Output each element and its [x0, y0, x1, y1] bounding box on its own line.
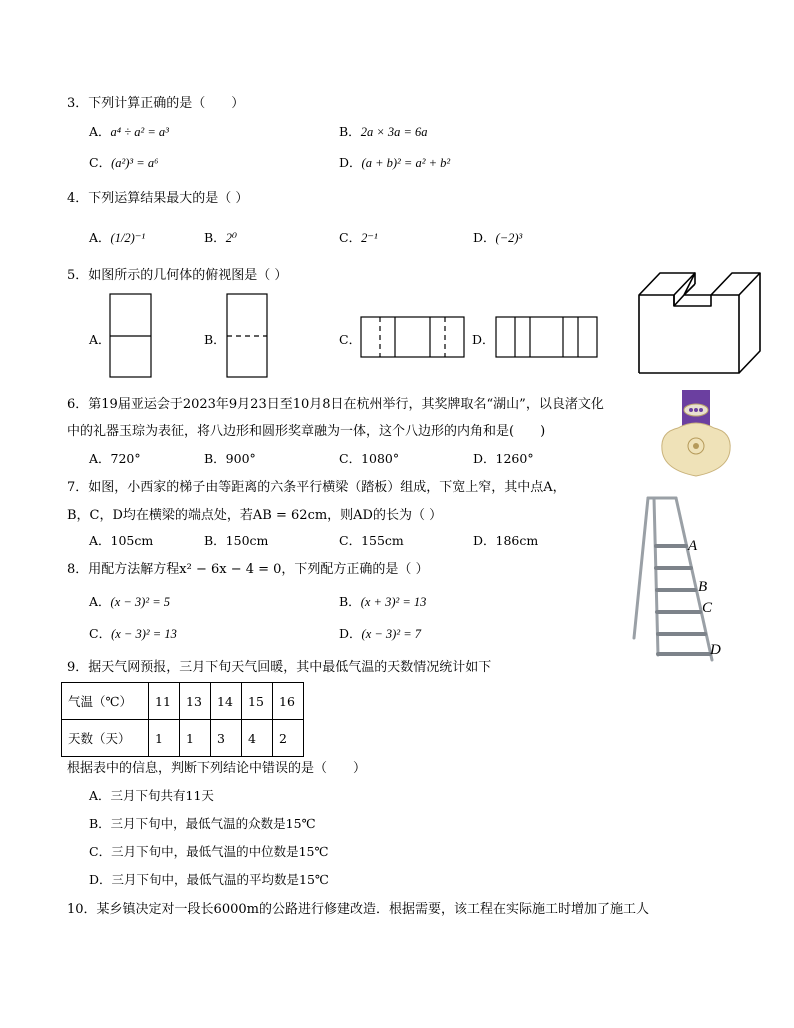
q7-line2: B，C，D均在横梁的端点处，若AB = 62cm，则AD的长为（ ） — [67, 508, 443, 523]
q6-line2: 中的礼器玉琮为表征，将八边形和圆形奖章融为一体，这个八边形的内角和是( ) — [67, 424, 546, 439]
q4-option-c-expr: 2⁻¹ — [361, 231, 378, 245]
q9-option-c: C．三月下旬中，最低气温的中位数是15℃ — [89, 844, 329, 859]
q9-after: 根据表中的信息，判断下列结论中错误的是（ ） — [67, 761, 367, 776]
q3-option-c-expr: (a²)³ = a⁶ — [111, 156, 159, 170]
medal-image — [656, 388, 736, 478]
q4-option-d-label: D． — [473, 230, 496, 245]
q4-option-d — [473, 228, 522, 246]
q10-line1: 10．某乡镇决定对一段长6000m的公路进行修建改造．根据需要，该工程在实际施工时增加了施工人 — [67, 902, 649, 917]
q8-option-d — [339, 624, 421, 642]
q8-option-b-label: B． — [339, 594, 361, 609]
q7-option-a: A．105cm — [89, 533, 154, 548]
q8-option-b-expr: (x + 3)² = 13 — [360, 595, 427, 609]
table-cell: 1 — [149, 720, 180, 757]
q3-option-c-label: C． — [89, 155, 112, 170]
q5-option-a-figure — [109, 293, 153, 379]
q4-option-a-label: A． — [89, 230, 111, 245]
table-cell: 2 — [273, 720, 304, 757]
q5-option-a-label: A． — [89, 332, 111, 347]
q3-option-b-label: B． — [339, 124, 361, 139]
q7-line1: 7．如图，小西家的梯子由等距离的六条平行横梁（踏板）组成，下宽上窄，其中点A， — [67, 480, 566, 495]
q6-option-d: D．1260° — [473, 451, 534, 466]
q5-stem: 5．如图所示的几何体的俯视图是（ ） — [67, 268, 288, 283]
q3-option-a-expr: a⁴ ÷ a² = a³ — [110, 125, 169, 139]
table-cell: 15 — [242, 683, 273, 720]
q3-option-a-label: A． — [89, 124, 111, 139]
q3-option-d-expr: (a + b)² = a² + b² — [361, 156, 451, 170]
q6-option-b: B．900° — [204, 451, 256, 466]
q9-option-a: A．三月下旬共有11天 — [89, 788, 214, 803]
ladder-label-b: B — [698, 579, 708, 595]
q4-option-a-expr: (1/2)⁻¹ — [110, 231, 146, 245]
q4-option-b — [204, 228, 237, 246]
q4-option-d-expr: (−2)³ — [495, 231, 523, 245]
q8-option-d-label: D． — [339, 626, 362, 641]
q3-option-c — [89, 153, 158, 171]
q5-option-b-label: B． — [204, 332, 226, 347]
q6-line1: 6．第19届亚运会于2023年9月23日至10月8日在杭州举行，其奖牌取名“湖山”，以良渚文化 — [67, 397, 604, 412]
q4-option-a — [89, 228, 145, 246]
q5-option-d-figure — [495, 316, 599, 358]
q7-option-d: D．186cm — [473, 533, 539, 548]
table-cell: 1 — [180, 720, 211, 757]
table-header-days: 天数（天） — [62, 720, 149, 757]
q8-option-d-expr: (x − 3)² = 7 — [361, 627, 422, 641]
q8-option-c-expr: (x − 3)² = 13 — [111, 627, 177, 641]
q4-option-c-label: C． — [339, 230, 362, 245]
table-header-temp: 气温（℃） — [62, 683, 149, 720]
q4-option-b-label: B． — [204, 230, 226, 245]
table-cell: 4 — [242, 720, 273, 757]
q5-option-d-label: D． — [472, 332, 495, 347]
q8-option-b — [339, 592, 426, 610]
q3-option-b — [339, 122, 428, 140]
table-row — [62, 683, 304, 720]
q8-option-a-expr: (x − 3)² = 5 — [110, 595, 171, 609]
table-cell: 14 — [211, 683, 242, 720]
q5-solid-figure — [636, 270, 764, 376]
table-cell: 3 — [211, 720, 242, 757]
q5-option-c-figure — [360, 316, 466, 358]
q5-option-c-label: C． — [339, 332, 362, 347]
table-cell: 13 — [180, 683, 211, 720]
q4-option-b-expr: 2⁰ — [225, 231, 237, 245]
q8-option-c — [89, 624, 177, 642]
temperature-table — [61, 682, 304, 757]
q8-stem: 8．用配方法解方程x² − 6x − 4 = 0，下列配方正确的是（ ） — [67, 562, 429, 577]
table-row — [62, 720, 304, 757]
q9-option-b: B．三月下旬中，最低气温的众数是15℃ — [89, 816, 316, 831]
q9-option-d: D．三月下旬中，最低气温的平均数是15℃ — [89, 872, 329, 887]
q8-option-a-label: A． — [89, 594, 111, 609]
q8-option-c-label: C． — [89, 626, 112, 641]
q5-option-b-figure — [226, 293, 270, 379]
q3-option-a — [89, 122, 169, 140]
q7-option-c: C．155cm — [339, 533, 404, 548]
q3-stem: 3．下列计算正确的是（ ） — [67, 96, 245, 111]
ladder-label-c: C — [702, 600, 713, 616]
q3-option-d-label: D． — [339, 155, 362, 170]
q3-option-d — [339, 153, 450, 171]
q6-option-a: A．720° — [89, 451, 141, 466]
q4-stem: 4．下列运算结果最大的是（ ） — [67, 191, 249, 206]
q8-option-a — [89, 592, 170, 610]
q3-option-b-expr: 2a × 3a = 6a — [360, 125, 428, 139]
q6-option-c: C．1080° — [339, 451, 400, 466]
q7-option-b: B．150cm — [204, 533, 269, 548]
ladder-label-d: D — [710, 642, 721, 658]
q9-stem: 9．据天气网预报，三月下旬天气回暖，其中最低气温的天数情况统计如下 — [67, 660, 492, 675]
ladder-figure — [628, 490, 738, 670]
table-cell: 16 — [273, 683, 304, 720]
table-cell: 11 — [149, 683, 180, 720]
ladder-label-a: A — [688, 538, 698, 554]
q4-option-c — [339, 228, 378, 246]
